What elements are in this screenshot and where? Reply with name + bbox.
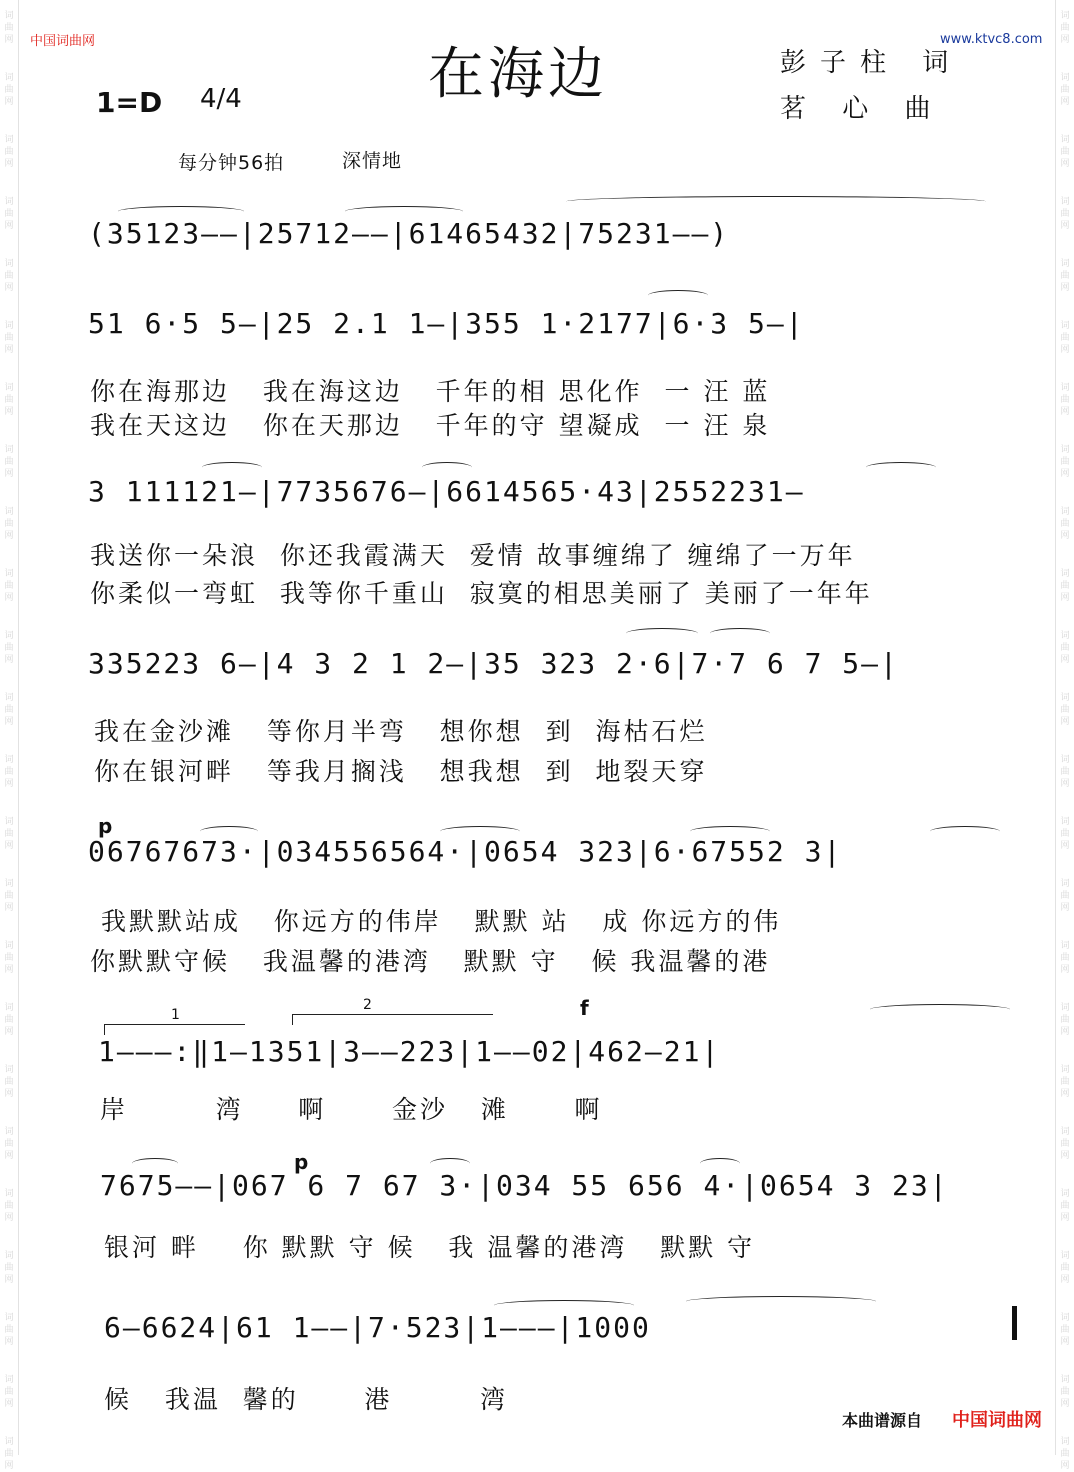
site-url-right[interactable]: www.ktvc8.com (940, 32, 1043, 47)
notation-line-1: (35123——|25712——|61465432|75231——) (88, 217, 730, 250)
lyric-line-2a: 你在海那边 我在海这边 千年的相 思化作 一 汪 蓝 (90, 377, 771, 406)
slur (648, 290, 708, 301)
dynamic-mark: f (580, 996, 589, 1020)
site-name-left[interactable]: 中国词曲网 (30, 34, 96, 49)
notation-line-5: 06767673·|034556564·|0654 323|6·67552 3| (88, 835, 843, 868)
notation-line-8: 6—6624|61 1——|7·523|1———|1000 (104, 1311, 651, 1344)
final-barline (1012, 1306, 1017, 1340)
tempo-marking: 每分钟56拍 (178, 152, 285, 174)
slur (566, 196, 986, 207)
key-signature: 1=D (96, 86, 163, 119)
notation-line-4: 335223 6—|4 3 2 1 2—|35 323 2·6|7·7 6 7 5—| (88, 647, 899, 680)
dynamic-mark: p (98, 814, 113, 838)
lyric-line-4a: 我在金沙滩 等你月半弯 想你想 到 海枯石烂 (94, 717, 708, 746)
lyricist-credit: 彭子柱 词 (780, 48, 963, 78)
slur (930, 826, 1000, 837)
notation-line-3: 3 111121—|7735676—|6614565·43|2552231— (88, 475, 805, 508)
lyric-line-6: 岸 湾 啊 金沙 滩 啊 (100, 1095, 603, 1124)
lyric-line-8: 候 我温 馨的 港 湾 (104, 1385, 508, 1414)
composer-credit: 茗 心 曲 (780, 94, 945, 124)
expression-marking: 深情地 (342, 150, 403, 172)
slur (202, 462, 262, 473)
slur (866, 462, 936, 473)
first-ending-bracket: 1 (104, 1024, 245, 1035)
lyric-line-7: 银河 畔 你 默默 守 候 我 温馨的港湾 默默 守 (104, 1233, 756, 1262)
notation-line-2: 51 6·5 5—|25 2.1 1—|355 1·2177|6·3 5—| (88, 307, 805, 340)
lyric-line-4b: 你在银河畔 等我月搁浅 想我想 到 地裂天穿 (94, 757, 708, 786)
footer-source-label: 本曲谱源自 (842, 1411, 923, 1430)
song-title: 在海边 (428, 42, 608, 107)
notation-line-7: 7675——|067 6 7 67 3·|034 55 656 4·|0654 3 23| (100, 1169, 949, 1202)
lyric-line-3b: 你柔似一弯虹 我等你千重山 寂寞的相思美丽了 美丽了一年年 (90, 579, 873, 608)
lyric-line-5a: 我默默站成 你远方的伟岸 默默 站 成 你远方的伟 (90, 907, 782, 936)
side-watermark-right: 词 曲 网 词 曲 网 词 曲 网 词 曲 网 词 曲 网 词 曲 网 词 曲 网 词 曲 网 词 曲 网 词 曲 网 词 曲 网 词 曲 网 词 曲 网 词 曲 网 词 曲 网 词 曲 网 词 曲 网 词 曲 网 词 曲 网 词 曲 网 词 曲 网 词 曲 网 词 曲 网 词 曲 网 (1055, 0, 1074, 1455)
second-ending-bracket: 2 (292, 1014, 493, 1025)
side-watermark-left: 词 曲 网 词 曲 网 词 曲 网 词 曲 网 词 曲 网 词 曲 网 词 曲 网 词 曲 网 词 曲 网 词 曲 网 词 曲 网 词 曲 网 词 曲 网 词 曲 网 词 曲 网 词 曲 网 词 曲 网 词 曲 网 词 曲 网 词 曲 网 词 曲 网 词 曲 网 词 曲 网 词 曲 网 (0, 0, 19, 1455)
slur (626, 628, 698, 639)
lyric-line-2b: 我在天这边 你在天那边 千年的守 望凝成 一 汪 泉 (90, 411, 771, 440)
lyric-line-3a: 我送你一朵浪 你还我霞满天 爱情 故事缠绵了 缠绵了一万年 (90, 541, 856, 570)
dynamic-mark: p (294, 1150, 309, 1174)
lyric-line-5b: 你默默守候 我温馨的港湾 默默 守 候 我温馨的港 (90, 947, 771, 976)
time-signature: 4/4 (200, 84, 242, 114)
slur (710, 628, 770, 639)
slur (870, 1004, 1010, 1015)
notation-line-6: 1———:‖1—1351|3——223|1——02|462—21| (98, 1035, 721, 1068)
slur (686, 1296, 876, 1307)
slur (422, 462, 472, 473)
footer-source-site[interactable]: 中国词曲网 (952, 1410, 1042, 1431)
